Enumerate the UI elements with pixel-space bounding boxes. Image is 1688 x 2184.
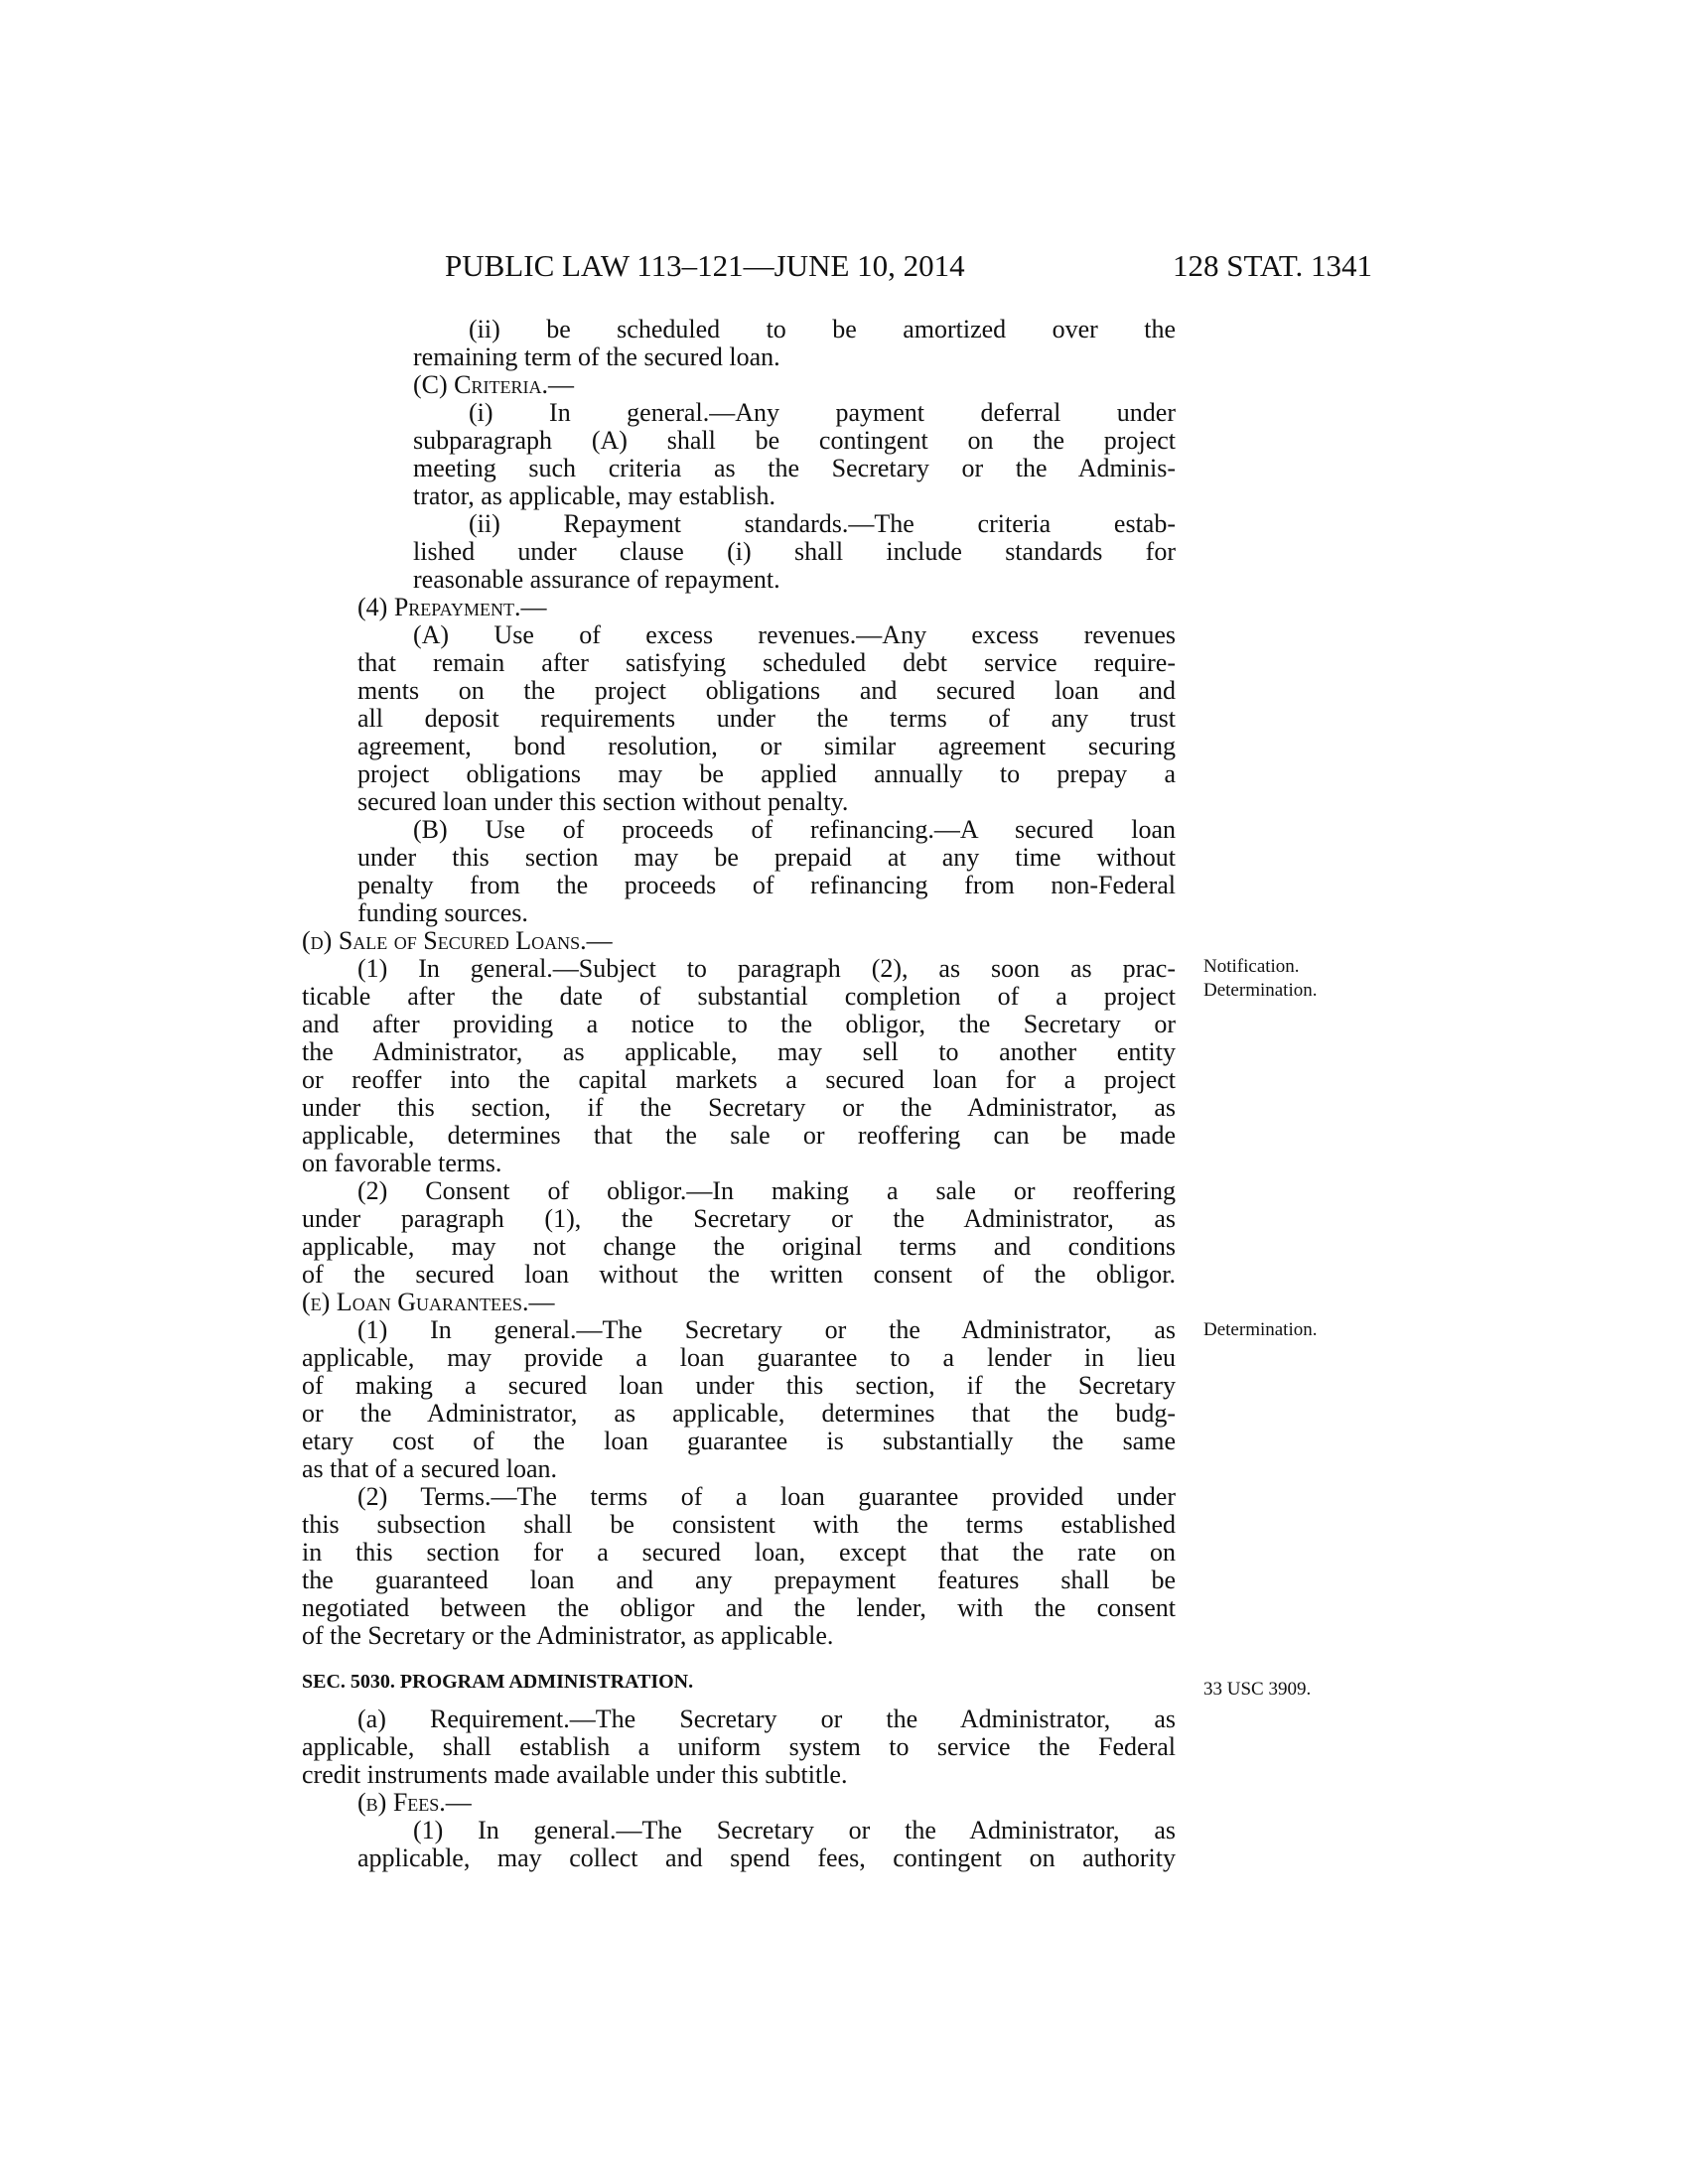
text-line: remaining term of the secured loan. [413, 342, 780, 371]
text-line: or reoffer into the capital markets a secured loan for a project [302, 1065, 1176, 1094]
text-line: (ii) Repayment standards.—The criteria estab- [469, 509, 1176, 538]
section-heading: SEC. 5030. PROGRAM ADMINISTRATION. [302, 1671, 694, 1693]
text-line: ments on the project obligations and secured loan and [357, 676, 1176, 705]
text-line: applicable, determines that the sale or reoffering can be made [302, 1121, 1176, 1150]
text-line: negotiated between the obligor and the lender, with the consent [302, 1593, 1176, 1622]
text-line: on favorable terms. [302, 1149, 502, 1177]
header-law-title: PUBLIC LAW 113–121—JUNE 10, 2014 [445, 248, 965, 283]
margin-note-usc-citation: 33 USC 3909. [1203, 1679, 1312, 1700]
text-line: (B) Use of proceeds of refinancing.—A secured loan [413, 815, 1176, 844]
text-line: lished under clause (i) shall include standards for [413, 537, 1176, 566]
text-line: or the Administrator, as applicable, determines that the budg- [302, 1399, 1176, 1428]
margin-note-determination: Determination. [1203, 1319, 1318, 1340]
text-line: the Administrator, as applicable, may sell to another entity [302, 1037, 1176, 1066]
text-line: secured loan under this section without penalty. [357, 787, 849, 816]
subsection-heading: (e) Loan Guarantees.— [302, 1288, 555, 1316]
paragraph-heading: (4) Prepayment.— [357, 593, 547, 621]
text-line: applicable, may collect and spend fees, contingent on authority [357, 1843, 1176, 1872]
margin-note-determination: Determination. [1203, 980, 1318, 1001]
text-line: ticable after the date of substantial completion of a project [302, 982, 1176, 1011]
text-line: subparagraph (A) shall be contingent on the project [413, 426, 1176, 455]
text-line: etary cost of the loan guarantee is substantially the same [302, 1427, 1176, 1455]
text-line: and after providing a notice to the obligor, the Secretary or [302, 1010, 1176, 1038]
text-line: under this section may be prepaid at any time without [357, 843, 1176, 872]
running-header [445, 246, 1372, 286]
text-line: penalty from the proceeds of refinancing from non-Federal [357, 871, 1176, 899]
text-line: funding sources. [357, 898, 528, 927]
text-line: under this section, if the Secretary or the Administrator, as [302, 1093, 1176, 1122]
margin-note-notification: Notification. [1203, 956, 1300, 977]
text-line: (1) In general.—The Secretary or the Administrator, as [413, 1816, 1176, 1844]
subsection-heading: (d) Sale of Secured Loans.— [302, 926, 613, 955]
text-line: in this section for a secured loan, except that the rate on [302, 1538, 1176, 1567]
text-line: of the Secretary or the Administrator, as applicable. [302, 1621, 834, 1650]
text-line: that remain after satisfying scheduled debt service require- [357, 648, 1176, 677]
text-line: agreement, bond resolution, or similar agreement securing [357, 732, 1176, 760]
text-line: (1) In general.—Subject to paragraph (2), as soon as prac- [357, 954, 1176, 983]
text-line: all deposit requirements under the terms of any trust [357, 704, 1176, 733]
text-line: credit instruments made available under this subtitle. [302, 1760, 848, 1789]
header-stat-page: 128 STAT. 1341 [1172, 248, 1372, 283]
text-line: (A) Use of excess revenues.—Any excess revenues [413, 620, 1176, 649]
text-line: (1) In general.—The Secretary or the Administrator, as [357, 1315, 1176, 1344]
text-line: under paragraph (1), the Secretary or the Administrator, as [302, 1204, 1176, 1233]
text-line: applicable, shall establish a uniform system to service the Federal [302, 1732, 1176, 1761]
text-line: of the secured loan without the written consent of the obligor. [302, 1260, 1176, 1289]
text-line: project obligations may be applied annually to prepay a [357, 759, 1176, 788]
text-line: the guaranteed loan and any prepayment features shall be [302, 1566, 1176, 1594]
text-line: reasonable assurance of repayment. [413, 565, 780, 594]
text-line: applicable, may not change the original terms and conditions [302, 1232, 1176, 1261]
text-line: of making a secured loan under this section, if the Secretary [302, 1371, 1176, 1400]
text-line: as that of a secured loan. [302, 1454, 558, 1483]
text-line: meeting such criteria as the Secretary or the Adminis- [413, 454, 1176, 482]
text-line: (ii) be scheduled to be amortized over the [469, 315, 1176, 343]
text-line: trator, as applicable, may establish. [413, 481, 776, 510]
text-line: (2) Terms.—The terms of a loan guarantee provided under [357, 1482, 1176, 1511]
statute-body [302, 316, 1176, 1872]
text-line: (i) In general.—Any payment deferral under [469, 398, 1176, 427]
text-line: applicable, may provide a loan guarantee to a lender in lieu [302, 1343, 1176, 1372]
text-line: (a) Requirement.—The Secretary or the Administrator, as [357, 1705, 1176, 1733]
text-line: this subsection shall be consistent with the terms established [302, 1510, 1176, 1539]
subsection-heading: (b) Fees.— [357, 1788, 472, 1817]
text-line: (2) Consent of obligor.—In making a sale or reoffering [357, 1176, 1176, 1205]
subparagraph-heading: (C) Criteria.— [413, 370, 574, 399]
